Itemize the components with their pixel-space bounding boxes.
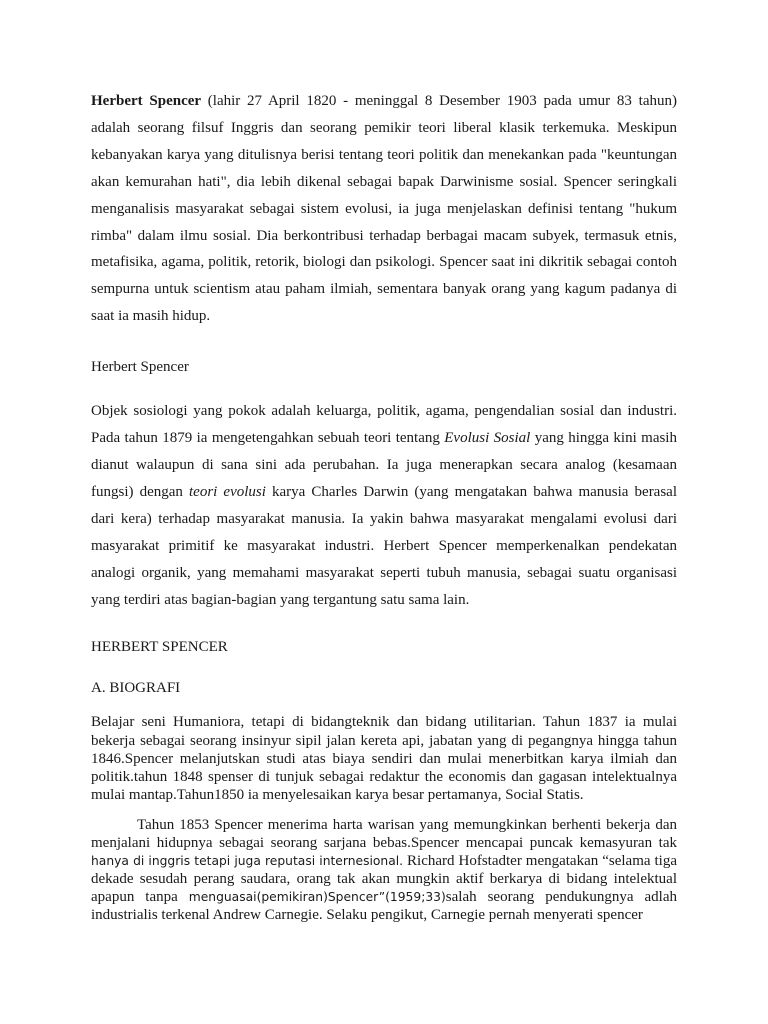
sans-text-segment: hanya di inggris tetapi juga reputasi internesional. bbox=[91, 854, 404, 869]
intro-paragraph bbox=[91, 88, 677, 330]
text-segment: yang hingga kini masih dianut walaupun di sana sini ada perubahan. Ia juga menerapkan secara analog (kesamaan fungsi) dengan bbox=[91, 430, 677, 500]
emphasis-teori-evolusi: teori evolusi bbox=[189, 483, 266, 500]
emphasis-evolusi-sosial: Evolusi Sosial bbox=[444, 430, 531, 447]
section-heading: Herbert Spencer bbox=[91, 359, 189, 376]
warisan-paragraph bbox=[91, 816, 677, 925]
biografi-paragraph: Belajar seni Humaniora, tetapi di bidangteknik dan bidang utilitarian. Tahun 1837 ia mulai bekerja sebagai seorang insinyur sipil jalan kereta api, jabatan yang di pegangnya hingga tahun 1846.Spencer melanjutskan studi atas biaya sendiri dan mulai menerbitkan karya ilmiah dan politik.tahun 1848 spenser di tunjuk sebagai redaktur the economis dan gagasan intelektualnya mulai mantap.Tahun1850 ia menyelesaikan karya besar pertamanya, Social Statis. bbox=[91, 714, 677, 803]
text-segment: salah seorang pendukungnya adlah industrialis terkenal Andrew Carnegie. Selaku pengikut, Carnegie pernah menyerati spencer bbox=[91, 889, 677, 924]
document-page bbox=[91, 88, 677, 924]
text-segment: Objek sosiologi yang pokok adalah keluarga, politik, agama, pengendalian sosial dan industri. Pada tahun 1879 ia mengetengahkan sebuah teori tentang bbox=[91, 403, 677, 447]
intro-text: (lahir 27 April 1820 - meninggal 8 Desember 1903 pada umur 83 tahun) adalah seorang filsuf Inggris dan seorang pemikir teori liberal klasik terkemuka. Meskipun kebanyakan karya yang ditulisnya berisi tentang teori politik dan menekankan pada "keuntungan akan kemurahan hati", dia lebih dikenal sebagai bapak Darwinisme sosial. Spencer seringkali menganalisis masyarakat sebagai sistem evolusi, ia juga menjelaskan definisi tentang "hukum rimba" dalam ilmu sosial. Dia berkontribusi terhadap berbagai macam subyek, termasuk etnis, metafisika, agama, politik, retorik, biologi dan psikologi. Spencer saat ini dikritik sebagai contoh sempurna untuk scientism atau paham ilmiah, sementara banyak orang yang kagum padanya di saat ia masih hidup. bbox=[91, 93, 677, 325]
text-segment: Tahun 1853 Spencer menerima harta warisan yang memungkinkan berhenti bekerja dan menjalani hidupnya sebagai seorang sarjana bebas.Spencer mencapai puncak kemasyuran tak bbox=[91, 816, 677, 851]
biografi-heading: A. BIOGRAFI bbox=[91, 680, 181, 697]
text-segment: Richard Hofstadter mengatakan “selama tiga dekade sesudah perang saudara, orang tak akan mungkin aktif berkarya di bidang intelektual apapun tanpa bbox=[91, 853, 677, 906]
sosiologi-paragraph bbox=[91, 398, 677, 613]
subject-name: Herbert Spencer bbox=[91, 93, 202, 109]
section-heading-upper: HERBERT SPENCER bbox=[91, 639, 228, 656]
text-segment: karya Charles Darwin (yang mengatakan bahwa manusia berasal dari kera) terhadap masyarakat manusia. Ia yakin bahwa masyarakat mengalami evolusi dari masyarakat primitif ke masyarakat industri. Herbert Spencer memperkenalkan pendekatan analogi organik, yang memahami masyarakat seperti tubuh manusia, sebagai suatu organisasi yang terdiri atas bagian-bagian yang tergantung satu sama lain. bbox=[91, 483, 678, 608]
sans-text-segment: menguasai(pemikiran)Spencer”(1959;33) bbox=[188, 890, 446, 905]
